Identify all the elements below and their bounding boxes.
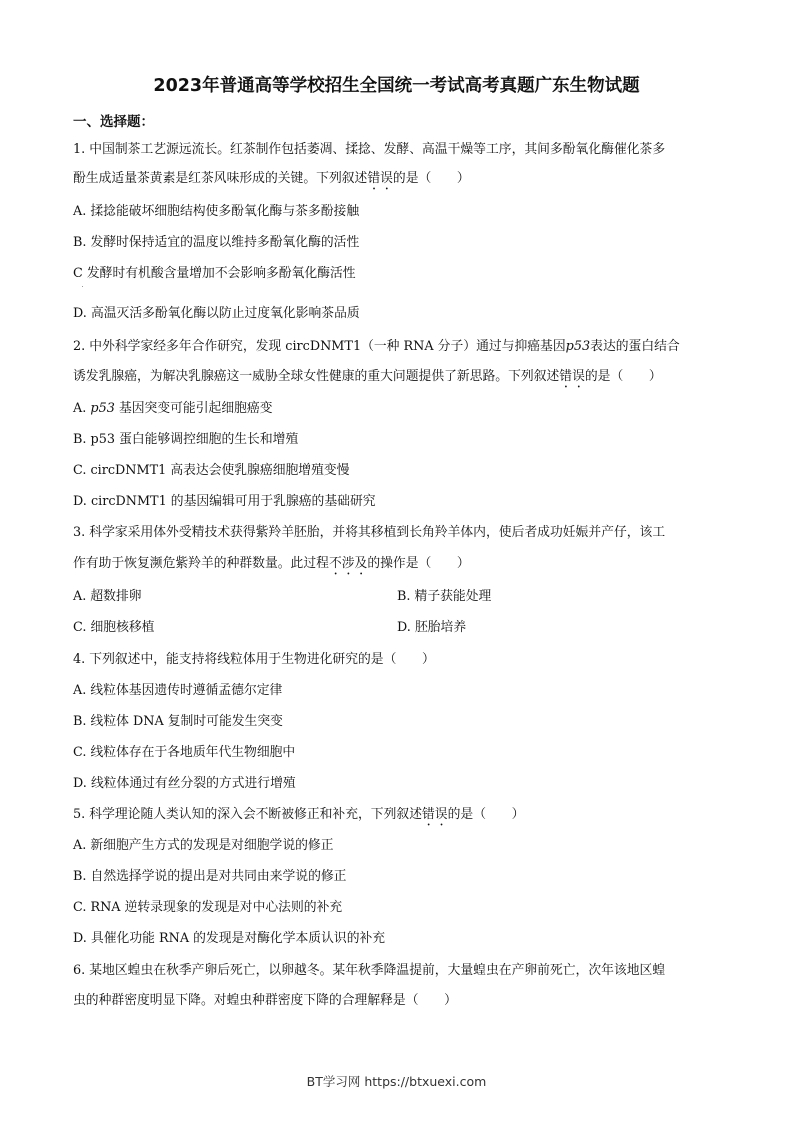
q5-option-a: A. 新细胞产生方式的发现是对细胞学说的修正: [73, 838, 334, 853]
q6-stem-line1: 6. 某地区蝗虫在秋季产卵后死亡，以卵越冬。某年秋季降温提前，大量蝗虫在产卵前死亡，次年该地区蝗: [73, 963, 666, 978]
footer-watermark: BT学习网 https://btxuexi.com: [306, 1074, 487, 1089]
section-heading: 一、选择题：: [73, 114, 154, 130]
q4-option-b: B. 线粒体 DNA 复制时可能发生突变: [73, 714, 283, 729]
q1-option-d: D. 高温灭活多酚氧化酶以防止过度氧化影响茶品质: [73, 306, 360, 321]
q5-option-d: D. 具催化功能 RNA 的发现是对酶化学本质认识的补充: [73, 931, 386, 946]
q1-option-a: A. 揉捻能破坏细胞结构使多酚氧化酶与茶多酚接触: [73, 204, 360, 219]
q3-stem-line2: 作有助于恢复濒危紫羚羊的种群数量。此过程不涉及的操作是（ ）: [73, 556, 470, 571]
q2-option-d: D. circDNMT1 的基因编辑可用于乳腺癌的基础研究: [73, 494, 376, 509]
q3-stem-line1: 3. 科学家采用体外受精技术获得紫羚羊胚胎，并将其移植到长角羚羊体内，使后者成功妊娠并产仔，该工: [73, 525, 666, 540]
q2-option-c: C. circDNMT1 高表达会使乳腺癌细胞增殖变慢: [73, 463, 350, 478]
q2-option-a: A. p53 基因突变可能引起细胞癌变: [73, 401, 273, 416]
q5-option-c: C. RNA 逆转录现象的发现是对中心法则的补充: [73, 900, 343, 915]
scan-speck: [82, 286, 83, 287]
q4-option-c: C. 线粒体存在于各地质年代生物细胞中: [73, 745, 296, 760]
q4-option-a: A. 线粒体基因遗传时遵循孟德尔定律: [73, 683, 283, 698]
q1-option-b: B. 发酵时保持适宜的温度以维持多酚氧化酶的活性: [73, 235, 360, 250]
q5-stem: 5. 科学理论随人类认知的深入会不断被修正和补充，下列叙述错误的是（ ）: [73, 807, 525, 822]
q5-option-b: B. 自然选择学说的提出是对共同由来学说的修正: [73, 869, 347, 884]
q3-option-d: D. 胚胎培养: [397, 620, 467, 635]
emphasis: 不涉及: [328, 556, 368, 571]
q2-stem-line2: 诱发乳腺癌，为解决乳腺癌这一威胁全球女性健康的重大问题提供了新思路。下列叙述错误的是（ ）: [73, 369, 662, 384]
q4-option-d: D. 线粒体通过有丝分裂的方式进行增殖: [73, 776, 296, 791]
q2-option-b: B. p53 蛋白能够调控细胞的生长和增殖: [73, 432, 299, 447]
q1-option-c: C 发酵时有机酸含量增加不会影响多酚氧化酶活性: [73, 266, 356, 281]
q2-stem-line1: 2. 中外科学家经多年合作研究，发现 circDNMT1（一种 RNA 分子）通过与抑癌基因p53表达的蛋白结合: [73, 339, 680, 354]
emphasis: 错误: [559, 369, 585, 384]
q3-option-b: B. 精子获能处理: [397, 589, 492, 604]
q4-stem: 4. 下列叙述中，能支持将线粒体用于生物进化研究的是（ ）: [73, 652, 435, 667]
q1-stem-line2: 酚生成适量茶黄素是红茶风味形成的关键。下列叙述错误的是（ ）: [73, 171, 470, 186]
q1-stem-line1: 1. 中国制茶工艺源远流长。红茶制作包括萎凋、揉捻、发酵、高温干燥等工序，其间多酚氧化酶催化茶多: [73, 142, 666, 157]
emphasis: 错误: [367, 171, 393, 186]
q3-option-c: C. 细胞核移植: [73, 620, 155, 635]
emphasis: 错误: [422, 807, 448, 822]
q6-stem-line2: 虫的种群密度明显下降。对蝗虫种群密度下降的合理解释是（ ）: [73, 993, 457, 1008]
page-title: 2023年普通高等学校招生全国统一考试高考真题广东生物试题: [153, 76, 640, 96]
q3-option-a: A. 超数排卵: [73, 589, 142, 604]
